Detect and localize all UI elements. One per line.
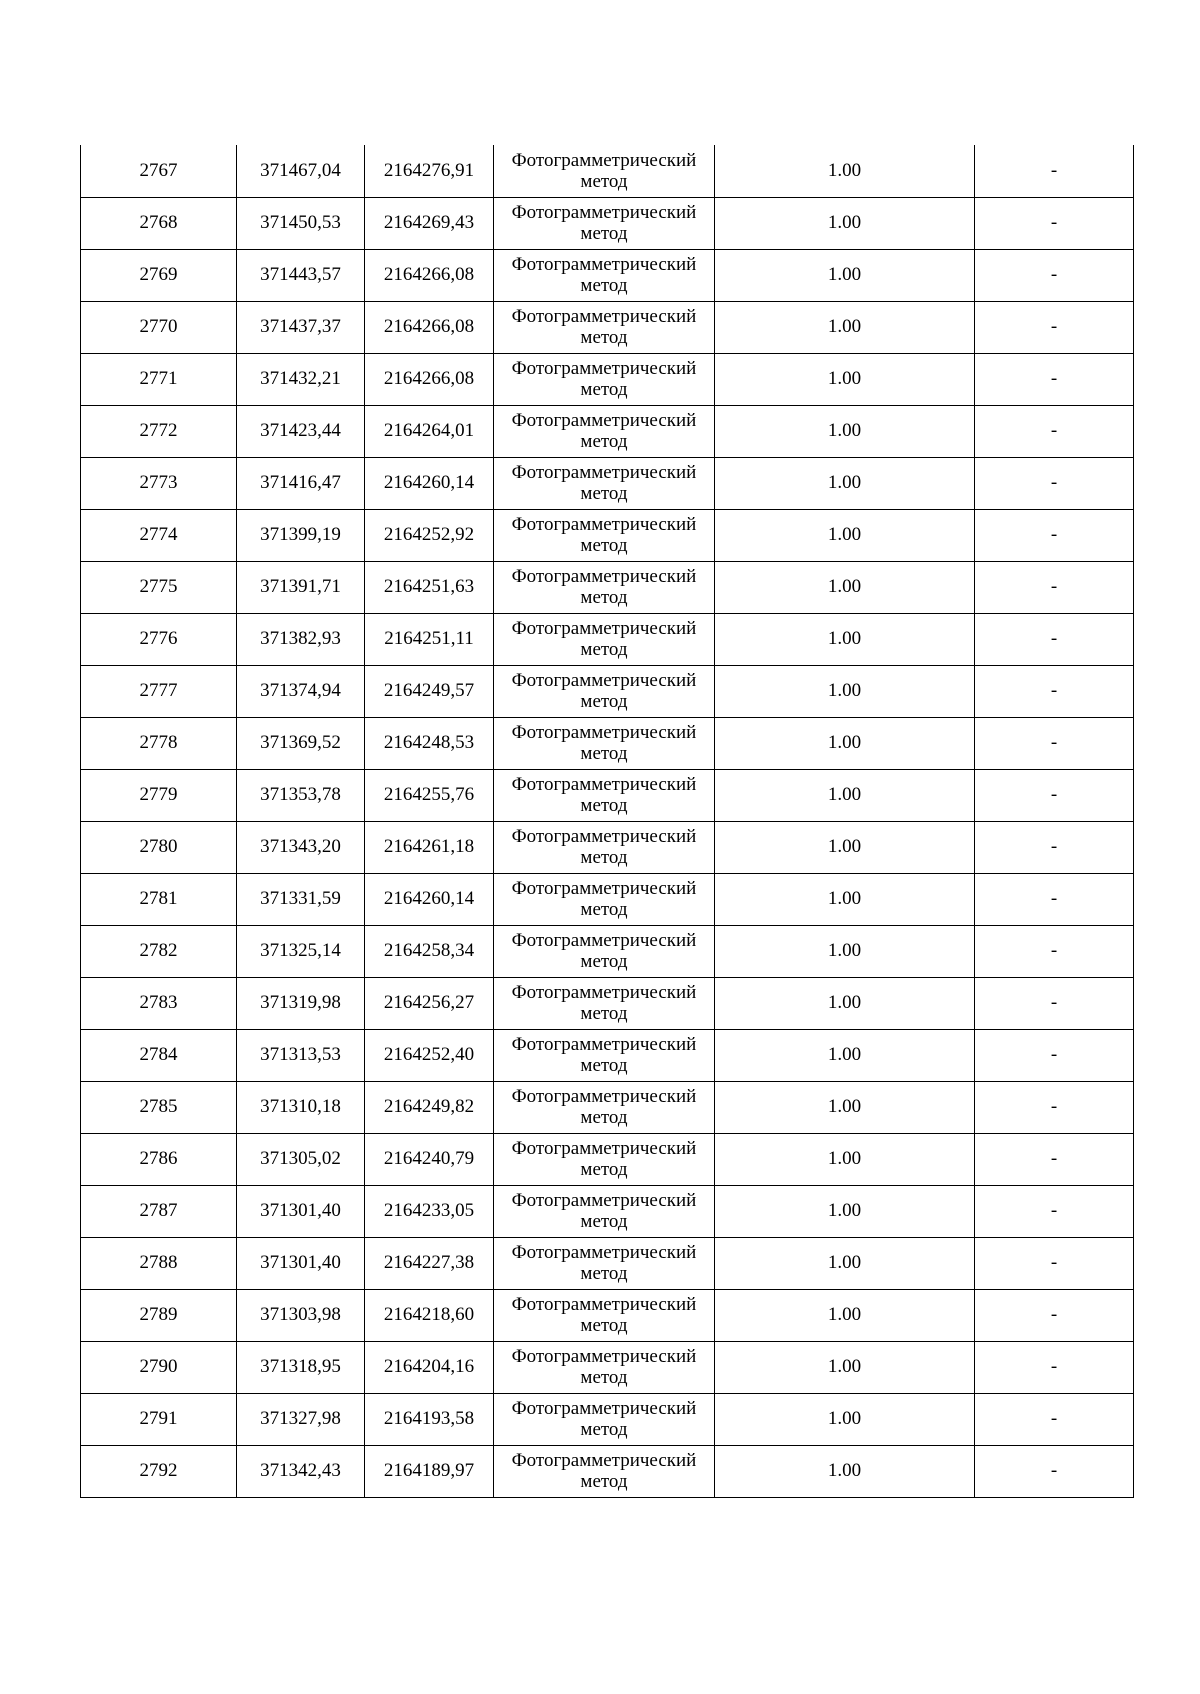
method-line-2: метод: [580, 743, 628, 764]
table-row: [81, 1445, 1134, 1497]
method-line-2: метод: [580, 223, 628, 244]
coordinate-y-cell: 2164227,38: [365, 1237, 494, 1289]
method-cell: [494, 873, 715, 925]
coordinate-y-cell: 2164248,53: [365, 717, 494, 769]
method-line-2: метод: [580, 951, 628, 972]
table-row: [81, 353, 1134, 405]
method-cell: [494, 561, 715, 613]
method-line-2: метод: [580, 1159, 628, 1180]
method-line-1: Фотограмметрический: [511, 722, 697, 743]
accuracy-cell: 1.00: [715, 717, 975, 769]
accuracy-cell: 1.00: [715, 561, 975, 613]
method-cell: [494, 1081, 715, 1133]
method-line-1: Фотограмметрический: [511, 254, 697, 275]
coordinate-y-cell: 2164233,05: [365, 1185, 494, 1237]
method-line-1: Фотограмметрический: [511, 1450, 697, 1471]
method-cell: [494, 1289, 715, 1341]
table-row: [81, 613, 1134, 665]
coordinate-x-cell: 371423,44: [237, 405, 365, 457]
table-row: [81, 145, 1134, 197]
accuracy-cell: 1.00: [715, 1081, 975, 1133]
coordinate-x-cell: 371432,21: [237, 353, 365, 405]
accuracy-cell: 1.00: [715, 1133, 975, 1185]
table-row: [81, 1029, 1134, 1081]
point-number-cell: 2789: [81, 1289, 237, 1341]
table-row: [81, 249, 1134, 301]
method-cell: [494, 353, 715, 405]
accuracy-cell: 1.00: [715, 873, 975, 925]
coordinate-x-cell: 371318,95: [237, 1341, 365, 1393]
point-number-cell: 2771: [81, 353, 237, 405]
method-cell: [494, 665, 715, 717]
method-line-2: метод: [580, 1003, 628, 1024]
method-line-1: Фотограмметрический: [511, 306, 697, 327]
point-number-cell: 2792: [81, 1445, 237, 1497]
point-number-cell: 2783: [81, 977, 237, 1029]
table-row: [81, 457, 1134, 509]
method-cell: [494, 1393, 715, 1445]
note-cell: -: [975, 145, 1134, 197]
method-line-1: Фотограмметрический: [511, 982, 697, 1003]
accuracy-cell: 1.00: [715, 1185, 975, 1237]
note-cell: -: [975, 1185, 1134, 1237]
method-line-2: метод: [580, 327, 628, 348]
method-line-1: Фотограмметрический: [511, 358, 697, 379]
coordinate-y-cell: 2164256,27: [365, 977, 494, 1029]
accuracy-cell: 1.00: [715, 1029, 975, 1081]
coordinate-y-cell: 2164204,16: [365, 1341, 494, 1393]
coordinate-y-cell: 2164264,01: [365, 405, 494, 457]
table-row: [81, 925, 1134, 977]
coordinate-x-cell: 371443,57: [237, 249, 365, 301]
method-line-1: Фотограмметрический: [511, 1398, 697, 1419]
coordinate-y-cell: 2164251,63: [365, 561, 494, 613]
coordinate-y-cell: 2164193,58: [365, 1393, 494, 1445]
point-number-cell: 2773: [81, 457, 237, 509]
table-row: [81, 301, 1134, 353]
method-cell: [494, 977, 715, 1029]
note-cell: -: [975, 1133, 1134, 1185]
note-cell: -: [975, 1029, 1134, 1081]
coordinate-y-cell: 2164189,97: [365, 1445, 494, 1497]
coordinate-y-cell: 2164260,14: [365, 873, 494, 925]
method-line-2: метод: [580, 1263, 628, 1284]
method-cell: [494, 1029, 715, 1081]
accuracy-cell: 1.00: [715, 457, 975, 509]
note-cell: -: [975, 1081, 1134, 1133]
method-line-2: метод: [580, 275, 628, 296]
accuracy-cell: 1.00: [715, 1445, 975, 1497]
table-row: [81, 561, 1134, 613]
accuracy-cell: 1.00: [715, 353, 975, 405]
method-line-1: Фотограмметрический: [511, 1190, 697, 1211]
note-cell: -: [975, 405, 1134, 457]
note-cell: -: [975, 1445, 1134, 1497]
method-line-2: метод: [580, 795, 628, 816]
method-line-1: Фотограмметрический: [511, 149, 697, 171]
note-cell: -: [975, 925, 1134, 977]
method-line-2: метод: [580, 431, 628, 452]
method-line-1: Фотограмметрический: [511, 930, 697, 951]
coordinate-y-cell: 2164260,14: [365, 457, 494, 509]
method-line-2: метод: [580, 1107, 628, 1128]
note-cell: -: [975, 197, 1134, 249]
method-cell: [494, 1341, 715, 1393]
accuracy-cell: 1.00: [715, 405, 975, 457]
note-cell: -: [975, 977, 1134, 1029]
method-line-1: Фотограмметрический: [511, 202, 697, 223]
point-number-cell: 2770: [81, 301, 237, 353]
coordinate-y-cell: 2164269,43: [365, 197, 494, 249]
table-row: [81, 1237, 1134, 1289]
method-line-2: метод: [580, 1419, 628, 1440]
method-cell: [494, 145, 715, 197]
note-cell: -: [975, 301, 1134, 353]
coordinates-table: [80, 145, 1134, 1498]
method-line-2: метод: [580, 1211, 628, 1232]
point-number-cell: 2779: [81, 769, 237, 821]
accuracy-cell: 1.00: [715, 821, 975, 873]
table-row: [81, 1341, 1134, 1393]
table-row: [81, 769, 1134, 821]
coordinate-y-cell: 2164266,08: [365, 301, 494, 353]
note-cell: -: [975, 769, 1134, 821]
note-cell: -: [975, 1237, 1134, 1289]
point-number-cell: 2791: [81, 1393, 237, 1445]
method-line-1: Фотограмметрический: [511, 618, 697, 639]
coordinate-x-cell: 371325,14: [237, 925, 365, 977]
method-cell: [494, 1133, 715, 1185]
point-number-cell: 2782: [81, 925, 237, 977]
accuracy-cell: 1.00: [715, 925, 975, 977]
method-cell: [494, 457, 715, 509]
note-cell: -: [975, 665, 1134, 717]
accuracy-cell: 1.00: [715, 145, 975, 197]
coordinate-y-cell: 2164258,34: [365, 925, 494, 977]
method-line-2: метод: [580, 1367, 628, 1388]
method-line-2: метод: [580, 1055, 628, 1076]
table-row: [81, 977, 1134, 1029]
method-line-2: метод: [580, 847, 628, 868]
note-cell: -: [975, 1393, 1134, 1445]
table-row: [81, 1081, 1134, 1133]
table-row: [81, 1133, 1134, 1185]
method-cell: [494, 1445, 715, 1497]
coordinate-y-cell: 2164218,60: [365, 1289, 494, 1341]
method-line-2: метод: [580, 587, 628, 608]
table-row: [81, 405, 1134, 457]
point-number-cell: 2769: [81, 249, 237, 301]
coordinate-x-cell: 371327,98: [237, 1393, 365, 1445]
point-number-cell: 2777: [81, 665, 237, 717]
coordinate-x-cell: 371450,53: [237, 197, 365, 249]
table-row: [81, 1185, 1134, 1237]
coordinate-y-cell: 2164266,08: [365, 353, 494, 405]
table-body: [81, 145, 1134, 1497]
accuracy-cell: 1.00: [715, 197, 975, 249]
method-line-1: Фотограмметрический: [511, 1294, 697, 1315]
accuracy-cell: 1.00: [715, 1289, 975, 1341]
method-line-2: метод: [580, 639, 628, 660]
coordinate-x-cell: 371374,94: [237, 665, 365, 717]
coordinate-y-cell: 2164252,92: [365, 509, 494, 561]
method-cell: [494, 301, 715, 353]
method-cell: [494, 769, 715, 821]
method-line-2: метод: [580, 1471, 628, 1492]
table-row: [81, 873, 1134, 925]
method-cell: [494, 1185, 715, 1237]
note-cell: -: [975, 561, 1134, 613]
accuracy-cell: 1.00: [715, 1341, 975, 1393]
table-row: [81, 509, 1134, 561]
coordinate-y-cell: 2164276,91: [365, 145, 494, 197]
coordinate-y-cell: 2164251,11: [365, 613, 494, 665]
point-number-cell: 2767: [81, 145, 237, 197]
coordinate-x-cell: 371437,37: [237, 301, 365, 353]
method-line-1: Фотограмметрический: [511, 566, 697, 587]
note-cell: -: [975, 353, 1134, 405]
method-line-1: Фотограмметрический: [511, 410, 697, 431]
coordinate-y-cell: 2164249,82: [365, 1081, 494, 1133]
accuracy-cell: 1.00: [715, 977, 975, 1029]
method-line-1: Фотограмметрический: [511, 670, 697, 691]
point-number-cell: 2790: [81, 1341, 237, 1393]
note-cell: -: [975, 873, 1134, 925]
method-cell: [494, 1237, 715, 1289]
point-number-cell: 2774: [81, 509, 237, 561]
method-cell: [494, 197, 715, 249]
table-row: [81, 1289, 1134, 1341]
accuracy-cell: 1.00: [715, 301, 975, 353]
note-cell: -: [975, 457, 1134, 509]
method-cell: [494, 509, 715, 561]
note-cell: -: [975, 613, 1134, 665]
method-line-1: Фотограмметрический: [511, 774, 697, 795]
method-line-2: метод: [580, 379, 628, 400]
method-cell: [494, 613, 715, 665]
coordinate-x-cell: 371416,47: [237, 457, 365, 509]
coordinate-x-cell: 371313,53: [237, 1029, 365, 1081]
coordinate-x-cell: 371331,59: [237, 873, 365, 925]
coordinate-x-cell: 371342,43: [237, 1445, 365, 1497]
coordinate-y-cell: 2164252,40: [365, 1029, 494, 1081]
method-line-2: метод: [580, 691, 628, 712]
method-cell: [494, 925, 715, 977]
accuracy-cell: 1.00: [715, 1393, 975, 1445]
table-row: [81, 197, 1134, 249]
point-number-cell: 2786: [81, 1133, 237, 1185]
method-line-1: Фотограмметрический: [511, 826, 697, 847]
note-cell: -: [975, 821, 1134, 873]
method-line-1: Фотограмметрический: [511, 462, 697, 483]
method-line-2: метод: [580, 1315, 628, 1336]
accuracy-cell: 1.00: [715, 509, 975, 561]
method-cell: [494, 249, 715, 301]
note-cell: -: [975, 1289, 1134, 1341]
note-cell: -: [975, 1341, 1134, 1393]
method-line-2: метод: [580, 899, 628, 920]
coordinate-y-cell: 2164266,08: [365, 249, 494, 301]
note-cell: -: [975, 717, 1134, 769]
method-line-2: метод: [580, 170, 628, 192]
method-line-2: метод: [580, 535, 628, 556]
point-number-cell: 2776: [81, 613, 237, 665]
method-line-1: Фотограмметрический: [511, 1242, 697, 1263]
point-number-cell: 2768: [81, 197, 237, 249]
accuracy-cell: 1.00: [715, 769, 975, 821]
coordinate-x-cell: 371301,40: [237, 1185, 365, 1237]
method-cell: [494, 821, 715, 873]
note-cell: -: [975, 509, 1134, 561]
accuracy-cell: 1.00: [715, 665, 975, 717]
coordinate-x-cell: 371303,98: [237, 1289, 365, 1341]
coordinate-x-cell: 371369,52: [237, 717, 365, 769]
point-number-cell: 2778: [81, 717, 237, 769]
method-line-1: Фотограмметрический: [511, 514, 697, 535]
method-line-1: Фотограмметрический: [511, 1138, 697, 1159]
coordinate-x-cell: 371310,18: [237, 1081, 365, 1133]
point-number-cell: 2781: [81, 873, 237, 925]
table-row: [81, 717, 1134, 769]
method-cell: [494, 717, 715, 769]
coordinate-x-cell: 371391,71: [237, 561, 365, 613]
accuracy-cell: 1.00: [715, 1237, 975, 1289]
coordinate-y-cell: 2164240,79: [365, 1133, 494, 1185]
table-row: [81, 821, 1134, 873]
coordinate-x-cell: 371467,04: [237, 145, 365, 197]
coordinate-x-cell: 371305,02: [237, 1133, 365, 1185]
method-line-1: Фотограмметрический: [511, 1034, 697, 1055]
coordinate-y-cell: 2164249,57: [365, 665, 494, 717]
accuracy-cell: 1.00: [715, 249, 975, 301]
coordinate-y-cell: 2164255,76: [365, 769, 494, 821]
coordinate-x-cell: 371382,93: [237, 613, 365, 665]
table-row: [81, 665, 1134, 717]
method-line-1: Фотограмметрический: [511, 1086, 697, 1107]
method-line-1: Фотограмметрический: [511, 1346, 697, 1367]
method-line-1: Фотограмметрический: [511, 878, 697, 899]
coordinate-y-cell: 2164261,18: [365, 821, 494, 873]
point-number-cell: 2788: [81, 1237, 237, 1289]
note-cell: -: [975, 249, 1134, 301]
coordinate-x-cell: 371301,40: [237, 1237, 365, 1289]
accuracy-cell: 1.00: [715, 613, 975, 665]
method-cell: [494, 405, 715, 457]
coordinate-x-cell: 371353,78: [237, 769, 365, 821]
point-number-cell: 2772: [81, 405, 237, 457]
point-number-cell: 2784: [81, 1029, 237, 1081]
point-number-cell: 2775: [81, 561, 237, 613]
coordinate-x-cell: 371319,98: [237, 977, 365, 1029]
point-number-cell: 2785: [81, 1081, 237, 1133]
table-row: [81, 1393, 1134, 1445]
coordinate-x-cell: 371343,20: [237, 821, 365, 873]
point-number-cell: 2787: [81, 1185, 237, 1237]
coordinate-x-cell: 371399,19: [237, 509, 365, 561]
method-line-2: метод: [580, 483, 628, 504]
point-number-cell: 2780: [81, 821, 237, 873]
